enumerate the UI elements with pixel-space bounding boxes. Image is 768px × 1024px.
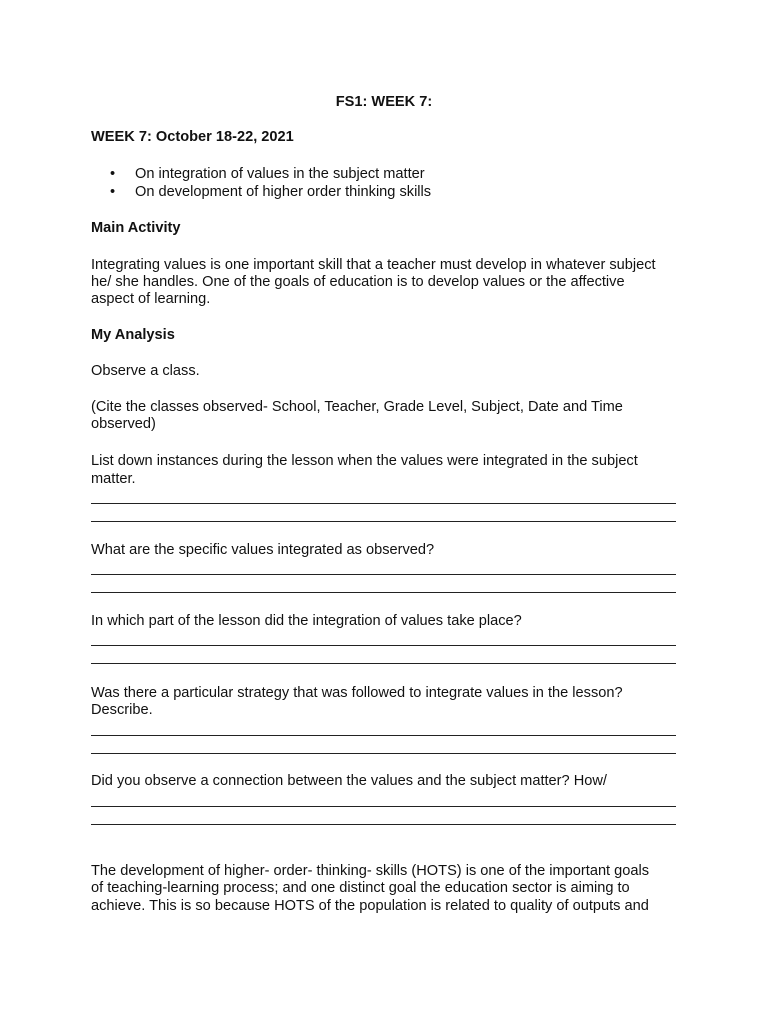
hots-paragraph-line: achieve. This is so because HOTS of the population is related to quality of outputs and: [91, 898, 649, 914]
answer-line[interactable]: [91, 824, 676, 825]
bullet-marker: •: [110, 184, 116, 200]
my-analysis-heading: My Analysis: [91, 327, 175, 343]
question-2: What are the specific values integrated as observed?: [91, 542, 435, 558]
question-1: matter.: [91, 471, 136, 487]
cite-line: (Cite the classes observed- School, Teacher, Grade Level, Subject, Date and Time: [91, 399, 623, 415]
paragraph-line: he/ she handles. One of the goals of education is to develop values or the affective: [91, 274, 625, 290]
answer-line[interactable]: [91, 753, 676, 754]
bullet-marker: •: [110, 166, 116, 182]
answer-line[interactable]: [91, 645, 676, 646]
paragraph-line: Integrating values is one important skill that a teacher must develop in whatever subject: [91, 257, 656, 273]
question-3: In which part of the lesson did the integration of values take place?: [91, 613, 522, 629]
question-4: Was there a particular strategy that was followed to integrate values in the lesson?: [91, 685, 623, 701]
answer-line[interactable]: [91, 806, 676, 807]
answer-line[interactable]: [91, 521, 676, 522]
answer-line[interactable]: [91, 574, 676, 575]
answer-line[interactable]: [91, 735, 676, 736]
answer-line[interactable]: [91, 503, 676, 504]
instruction-text: Observe a class.: [91, 363, 200, 379]
bullet-item: On development of higher order thinking skills: [135, 184, 432, 200]
question-1: List down instances during the lesson when the values were integrated in the subject: [91, 453, 638, 469]
answer-line[interactable]: [91, 592, 676, 593]
page-title: FS1: WEEK 7:: [335, 94, 433, 110]
hots-paragraph-line: of teaching-learning process; and one distinct goal the education sector is aiming to: [91, 880, 630, 896]
question-4: Describe.: [91, 702, 153, 718]
paragraph-line: aspect of learning.: [91, 291, 211, 307]
cite-line: observed): [91, 416, 156, 432]
answer-line[interactable]: [91, 663, 676, 664]
week-heading: WEEK 7: October 18-22, 2021: [91, 129, 294, 145]
hots-paragraph-line: The development of higher- order- thinking- skills (HOTS) is one of the important goals: [91, 863, 650, 879]
main-activity-heading: Main Activity: [91, 220, 181, 236]
question-5: Did you observe a connection between the values and the subject matter? How/: [91, 773, 607, 789]
bullet-item: On integration of values in the subject matter: [135, 166, 425, 182]
